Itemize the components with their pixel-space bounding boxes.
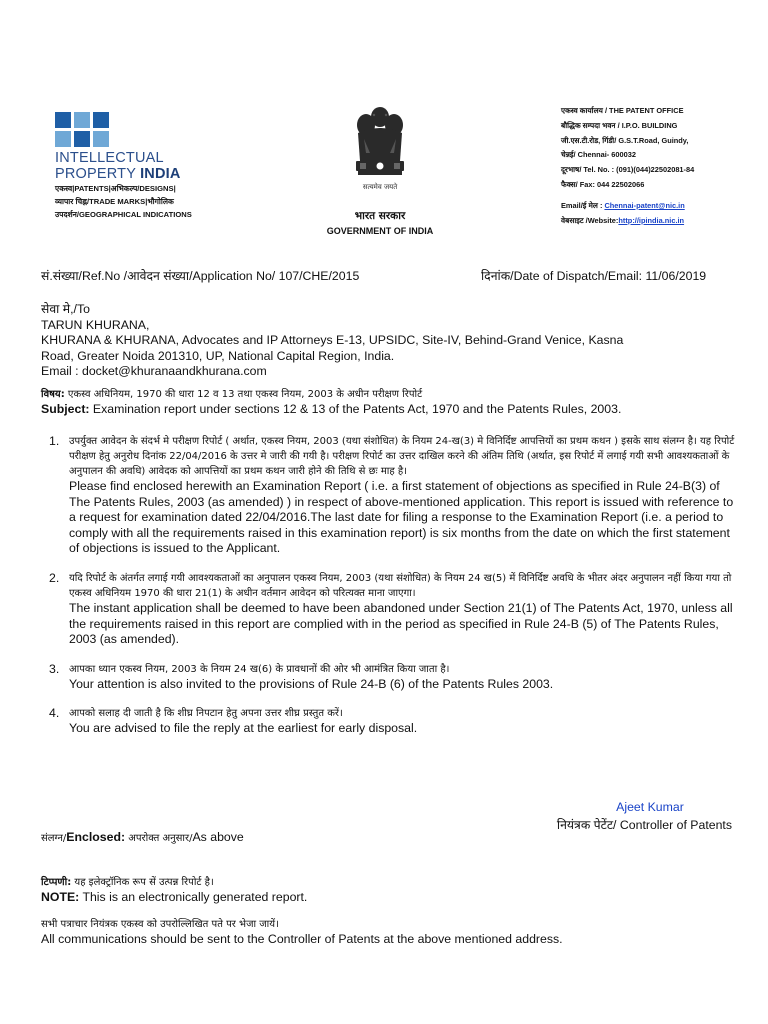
emblem-motto: सत्यमेव जयते [362,183,398,191]
enclosed-line: संलग्न/Enclosed: अपरोक्त अनुसार/As above [41,830,244,844]
government-hindi-name: भारत सरकार [354,210,406,222]
office-line: जी.एस.टी.रोड, गिंडी/ G.S.T.Road, Guindy, [561,135,689,145]
list-item: 4. आपको सलाह दी जाती है कि शीघ्र निपटान हेतु अपना उत्तर शीघ्र प्रस्तुत करें। You are advised to file the reply at the earliest for early disposal. [41,706,741,737]
office-address-block [561,104,761,228]
points-list [41,434,741,751]
addressee-name: TARUN KHURANA, [41,317,150,332]
subject-hindi: विषय: एकस्व अधिनियम, 1970 की धारा 12 व 13 तथा एकस्व नियम, 2003 के अधीन परीक्षण रिपोर्ट [41,389,423,400]
communications-hindi: सभी पत्राचार नियंत्रक एकस्व को उपरोल्लिखित पते पर भेजा जायें। [41,919,279,930]
logo-title-line2: PROPERTY INDIA [55,166,181,182]
list-item: 1. उपर्युक्त आवेदन के संदर्भ मे परीक्षण रिपोर्ट ( अर्थात, एकस्व नियम, 2003 (यथा संशोधित) के नियम 24-ख(3) मे विनिर्दिष्ट आपत्तियों का प्रथम कथन ) इसके साथ संलग्न है। यह रिपोर्ट परीक्षण हेतु अनुरोध दिनांक 22/04/2016 के उत्तर मे जारी की गयी है। परीक्षण रिपोर्ट का उत्तर दाखिल करने की अंतिम तिथि (अर्थात, इस रिपोर्ट में लगाई गयी सभी आवश्यकताओं के अनुपालन की अवधि) आवेदक को आपत्तियों का प्रथम कथन जारी होने की तिथि से छः माह है। Please find enclosed herewith an Examination Report ( i.e. a first statement of objections as specified in Rule 24-B(3) of The Patents Rules, 2003 (as amended) ) in respect of above-mentioned application. This report is issued with reference to a request for examination dated 22/04/2016.The last date for filing a response to the Examination Report (i.e. a period to comply with all the requirements raised in this examination report) is six months from the date on which the first statement of objections is issued to the Applicant. [41,434,741,557]
point-english: The instant application shall be deemed to have been abandoned under Section 21(1) of The Patents Act, 1970, unless all the requirements raised in this report are complied with in the period as specified in Rule 24-B (5) of The Patents Rules, 2003 (as amended). [69,600,733,647]
office-line: दूरभाष/ Tel. No. : (091)(044)22502081-84 [561,165,695,175]
logo-title-line1: INTELLECTUAL [55,150,164,166]
office-line: फैक्स/ Fax: 044 22502066 [561,179,645,189]
dispatch-date: दिनांक/Date of Dispatch/Email: 11/06/2019 [481,269,707,283]
point-english: Your attention is also invited to the provisions of Rule 24-B (6) of the Patents Rules 2003. [69,676,554,691]
point-hindi: आपका ध्यान एकस्व नियम, 2003 के नियम 24 ख(6) के प्रावधानों की ओर भी आमंत्रित किया जाता है। [69,663,450,675]
note-block [41,876,741,906]
logo-squares-icon [55,112,109,147]
office-line: चेन्नई/ Chennai- 600032 [561,150,636,160]
list-item: 3. आपका ध्यान एकस्व नियम, 2003 के नियम 24 ख(6) के प्रावधानों की ओर भी आमंत्रित किया जाता है। Your attention is also invited to the provisions of Rule 24-B (6) of the Patents Rules 2003. [41,662,741,693]
communications-block [41,918,741,948]
note-hindi: टिप्पणी: यह इलेक्ट्रॉनिक रूप सें उत्पन्न रिपोर्ट है। [41,877,214,888]
logo-subtitle-1: एकस्व|PATENTS|अभिकल्प/DESIGNS| [55,184,176,193]
office-website-row: वेबसाइट /Website:http://ipindia.nic.in [561,215,685,225]
office-email-row: Email/ई मेल : Chennai-patent@nic.in [561,200,685,210]
to-label: सेवा मे,/To [41,302,90,316]
office-line: बौद्धिक सम्पदा भवन / I.P.O. BUILDING [561,120,678,130]
point-english: You are advised to file the reply at the earliest for early disposal. [69,721,418,736]
addressee-address-1: KHURANA & KHURANA, Advocates and IP Attorneys E-13, UPSIDC, Site-IV, Behind-Grand Venice, Kasna [41,333,624,348]
signatory-role: नियंत्रक पेटेंट/ Controller of Patents [556,818,732,832]
ip-india-logo [55,112,265,221]
list-item: 2. यदि रिपोर्ट के अंतर्गत लगाई गयी आवश्यकताओं का अनुपालन एकस्व नियम, 2003 (यथा संशोधित) के नियम 24 ख(5) में विनिर्दिष्ट अवधि के भीतर अंदर अनुपालन नहीं किया गया तो एकस्व अधिनियम 1970 की धारा 21(1) के अधीन वर्तमान आवेदन को परित्यक्त माना जाएगा। The instant application shall be deemed to have been abandoned under Section 21(1) of The Patents Act, 1970, unless all the requirements raised in this report are complied with in the period as specified in Rule 24-B (5) of The Patents Rules, 2003 (as amended). [41,571,741,648]
logo-subtitle-2: व्यापार चिह्न/TRADE MARKS|भौगोलिक [55,197,174,206]
addressee-address-2: Road, Greater Noida 201310, UP, National Capital Region, India. [41,348,395,363]
point-hindi: उपर्युक्त आवेदन के संदर्भ मे परीक्षण रिपोर्ट ( अर्थात, एकस्व नियम, 2003 (यथा संशोधित) के नियम 24-ख(3) मे विनिर्दिष्ट आपत्तियों का प्रथम कथन ) इसके साथ संलग्न है। यह रिपोर्ट परीक्षण हेतु अनुरोध दिनांक 22/04/2016 के उत्तर मे जारी की गयी है। परीक्षण रिपोर्ट का उत्तर दाखिल करने की अंतिम तिथि (अर्थात, इस रिपोर्ट में लगाई गयी सभी आवश्यकताओं के अनुपालन की अवधि) आवेदक को आपत्तियों का प्रथम कथन जारी होने की तिथि से छः माह है। [69,436,735,477]
office-email-link[interactable]: Chennai-patent@nic.in [604,200,685,210]
logo-subtitle-3: उपदर्शन/GEOGRAPHICAL INDICATIONS [55,210,192,219]
point-hindi: यदि रिपोर्ट के अंतर्गत लगाई गयी आवश्यकताओं का अनुपालन एकस्व नियम, 2003 (यथा संशोधित) के नियम 24 ख(5) में विनिर्दिष्ट अवधि के भीतर अंदर अनुपालन नहीं किया गया तो एकस्व अधिनियम 1970 की धारा 21(1) के अधीन वर्तमान आवेदन को परित्यक्त माना जाएगा। [69,572,732,599]
note-english: NOTE: This is an electronically generated report. [41,890,308,904]
point-hindi: आपको सलाह दी जाती है कि शीघ्र निपटान हेतु अपना उत्तर शीघ्र प्रस्तुत करें। [69,708,343,720]
communications-english: All communications should be sent to the Controller of Patents at the above mentioned address. [41,932,563,946]
office-line: एकस्व कार्यालय / THE PATENT OFFICE [561,106,684,115]
addressee-email: Email : docket@khuranaandkhurana.com [41,364,267,379]
office-website-link[interactable]: http://ipindia.nic.in [618,215,685,225]
application-number: सं.संख्या/Ref.No /आवेदन संख्या/Application No/ 107/CHE/2015 [41,269,360,283]
addressee-block [41,302,741,380]
subject-block [41,388,741,418]
signatory-name: Ajeet Kumar [616,800,684,814]
point-english: Please find enclosed herewith an Examination Report ( i.e. a first statement of objections as specified in Rule 24-B(3) of The Patents Rules, 2003 (as amended) ) in respect of above-mentioned application. This report is issued with reference to a request for examination dated 22/04/2016.The last date for filing a response to the Examination Report (i.e. a period to comply with all the requirements raised in this examination report) is six months from the date on which the first statement of objections is issued to the Applicant. [69,479,734,556]
government-english-name: GOVERNMENT OF INDIA [326,226,434,236]
subject-english: Subject: Examination report under sections 12 & 13 of the Patents Act, 1970 and the Patents Rules, 2003. [41,402,622,416]
